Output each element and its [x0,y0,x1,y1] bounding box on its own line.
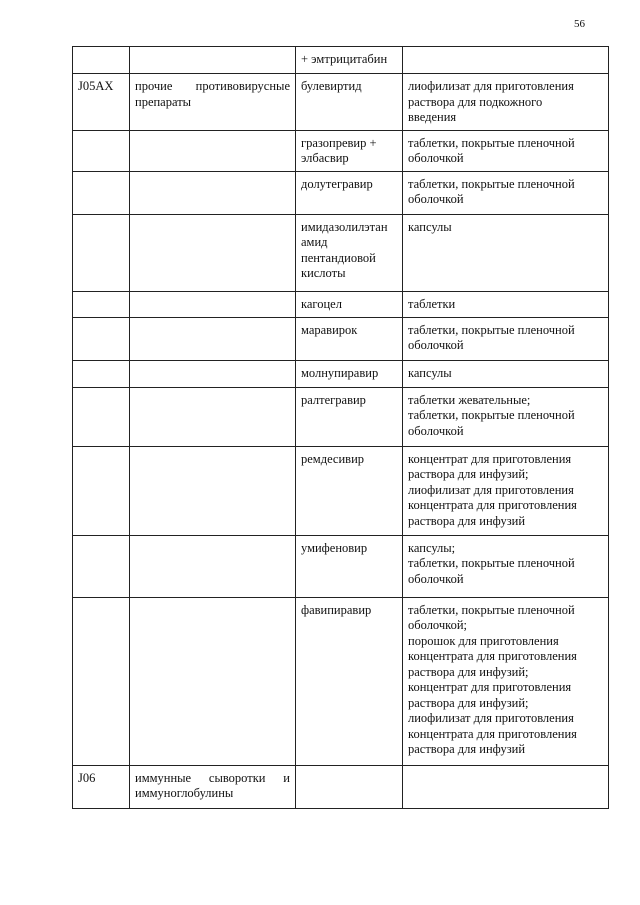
atc-code-cell [73,597,130,765]
dosage-form-cell: таблетки, покрытые пленочной оболочкой [403,317,609,360]
table-row [73,214,609,291]
table-row [73,291,609,317]
table-row [73,130,609,171]
group-name-cell: иммунные сыворотки и иммуноглобулины [130,765,296,808]
drug-table [72,46,609,809]
drug-name-cell: гразопревир + элбасвир [296,130,403,171]
drug-name-cell: долутегравир [296,171,403,214]
table-row [73,535,609,597]
dosage-form-cell: капсулы; таблетки, покрытые пленочной оболочкой [403,535,609,597]
drug-name-cell: ралтегравир [296,387,403,446]
table-row [73,47,609,74]
dosage-form-cell [403,765,609,808]
dosage-form-cell: таблетки, покрытые пленочной оболочкой; порошок для приготовления концентрата для приготовления раствора для инфузий; концентрат для приготовления раствора для инфузий; лиофилизат для приготовления концентрата для приготовления раствора для инфузий [403,597,609,765]
dosage-form-cell [403,47,609,74]
atc-code-cell [73,291,130,317]
drug-name-cell: фавипиравир [296,597,403,765]
group-name-cell [130,291,296,317]
group-name-cell [130,446,296,535]
table-row [73,171,609,214]
atc-code-cell [73,387,130,446]
atc-code-cell [73,47,130,74]
atc-code-cell [73,171,130,214]
group-name-cell [130,360,296,387]
dosage-form-cell: таблетки жевательные; таблетки, покрытые пленочной оболочкой [403,387,609,446]
table-row [73,387,609,446]
drug-name-cell: умифеновир [296,535,403,597]
group-name-cell [130,387,296,446]
group-name-cell [130,130,296,171]
atc-code-cell [73,535,130,597]
dosage-form-cell: капсулы [403,214,609,291]
atc-code-cell: J05AX [73,74,130,131]
drug-name-cell: молнупиравир [296,360,403,387]
drug-name-cell: + эмтрицитабин [296,47,403,74]
drug-name-cell: ремдесивир [296,446,403,535]
table-row [73,765,609,808]
drug-name-cell: кагоцел [296,291,403,317]
table-row [73,446,609,535]
dosage-form-cell: лиофилизат для приготовления раствора для подкожного введения [403,74,609,131]
dosage-form-cell: концентрат для приготовления раствора для инфузий; лиофилизат для приготовления концентрата для приготовления раствора для инфузий [403,446,609,535]
atc-code-cell [73,446,130,535]
group-name-cell [130,535,296,597]
atc-code-cell [73,214,130,291]
group-name-cell [130,597,296,765]
atc-code-cell [73,130,130,171]
atc-code-cell: J06 [73,765,130,808]
group-name-cell [130,317,296,360]
dosage-form-cell: таблетки, покрытые пленочной оболочкой [403,171,609,214]
drug-name-cell: маравирок [296,317,403,360]
table-body [73,47,609,809]
group-name-cell [130,171,296,214]
dosage-form-cell: капсулы [403,360,609,387]
atc-code-cell [73,317,130,360]
drug-name-cell: булевиртид [296,74,403,131]
table-row [73,597,609,765]
group-name-cell [130,47,296,74]
table-row [73,360,609,387]
drug-name-cell: имидазолилэтан амид пентандиовой кислоты [296,214,403,291]
drug-name-cell [296,765,403,808]
table-row [73,74,609,131]
dosage-form-cell: таблетки, покрытые пленочной оболочкой [403,130,609,171]
dosage-form-cell: таблетки [403,291,609,317]
page-number: 56 [574,18,585,30]
group-name-cell: прочие противовирусные препараты [130,74,296,131]
table-row [73,317,609,360]
atc-code-cell [73,360,130,387]
group-name-cell [130,214,296,291]
